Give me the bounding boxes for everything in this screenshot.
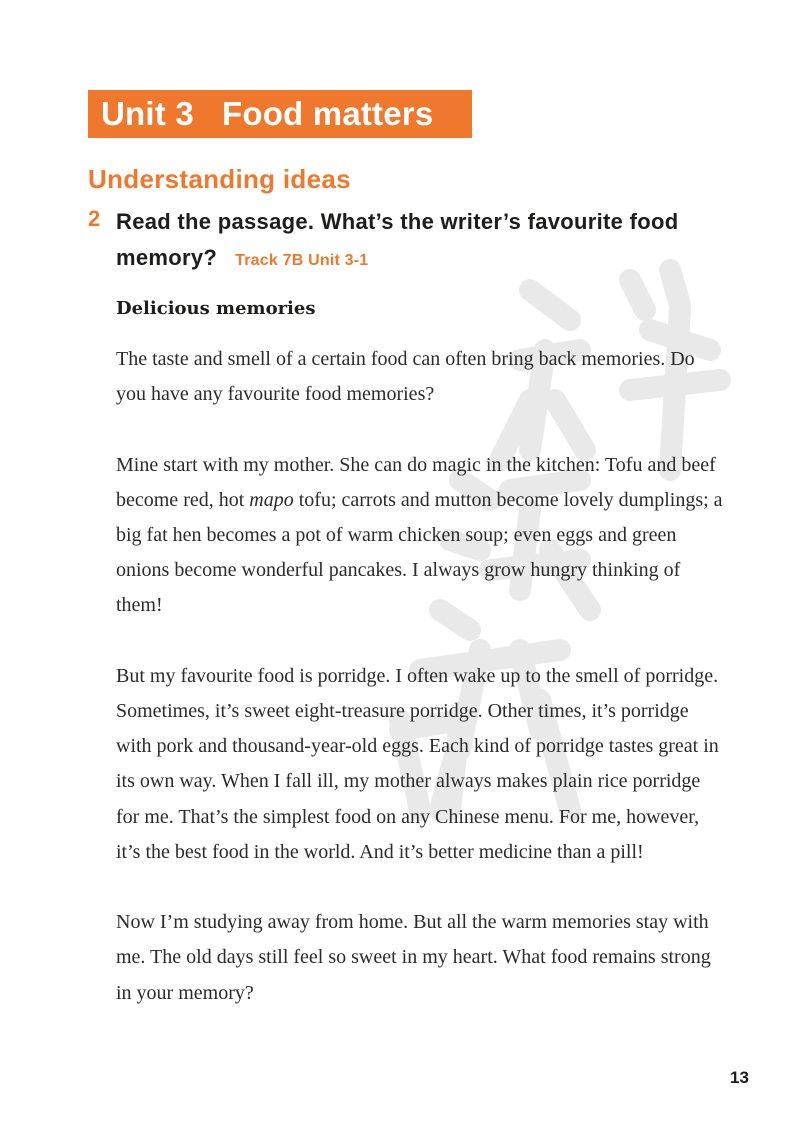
- passage-paragraph-4: Now I’m studying away from home. But all the warm memories stay with me. The old days still feel so sweet in my heart. What food remains strong in your memory?: [116, 911, 711, 1004]
- passage-title: Delicious memories: [116, 298, 316, 319]
- section-heading: Understanding ideas: [88, 164, 351, 194]
- page-number: 13: [730, 1068, 749, 1087]
- audio-track-label: Track 7B Unit 3-1: [235, 252, 369, 269]
- paragraph-2-part-1: Mine start with my mother. She can do magic in the kitchen: Tofu and beef become red, hot: [116, 453, 716, 511]
- passage-paragraph-2: [116, 448, 726, 624]
- paragraph-2-part-2: tofu; carrots and mutton become lovely dumplings; a big fat hen becomes a pot of warm chicken soup; even eggs and green onions become wonderful pancakes. I always grow hungry thinking of them!: [116, 488, 723, 617]
- question-prompt: [116, 204, 716, 279]
- question-number: 2: [88, 206, 101, 231]
- unit-title-banner: Unit 3 Food matters: [88, 90, 472, 138]
- passage-paragraph-1: The taste and smell of a certain food can often bring back memories. Do you have any favourite food memories?: [116, 348, 695, 406]
- passage-body: [116, 342, 726, 1046]
- question-text: Read the passage. What’s the writer’s favourite food memory?: [116, 209, 679, 270]
- passage-paragraph-3: But my favourite food is porridge. I often wake up to the smell of porridge. Sometimes, it’s sweet eight-treasure porridge. Other times, it’s porridge with pork and thousand-year-old eggs. Each kind of porridge tastes great in its own way. When I fall ill, my mother always makes plain rice porridge for me. That’s the simplest food on any Chinese menu. For me, however, it’s the best food in the world. And it’s better medicine than a pill!: [116, 664, 719, 863]
- paragraph-2-italic-word: mapo: [249, 488, 294, 511]
